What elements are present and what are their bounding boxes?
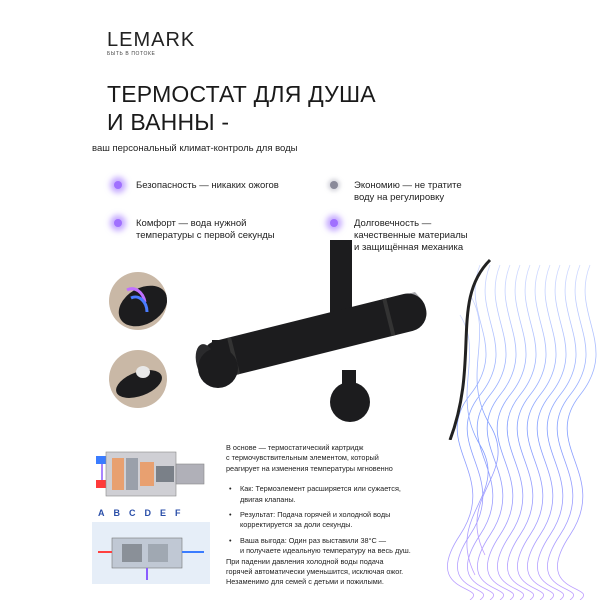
diagram-label-c: C: [129, 508, 136, 518]
feature-bullet-icon: [114, 219, 122, 227]
feature-comfort: Комфорт — вода нужной температуры с первой секунды: [136, 218, 275, 241]
description-block: [226, 443, 476, 588]
thermostat-product-image: [190, 240, 500, 440]
diagram-label-a: A: [98, 508, 105, 518]
diagram-label-d: D: [144, 508, 151, 518]
feature-bullet-icon: [114, 181, 122, 189]
page-title: ТЕРМОСТАТ ДЛЯ ДУША И ВАННЫ -: [107, 81, 376, 135]
cartridge-diagram: [92, 444, 212, 519]
description-bullet-benefit: • Ваша выгода: Один раз выставили 38°C — и получаете идеальную температуру на весь душ.: [226, 536, 476, 557]
description-bullet-how: • Как: Термоэлемент расширяется или сужается, двигая клапаны.: [226, 484, 476, 505]
brand-tagline: БЫТЬ В ПОТОКЕ: [107, 51, 156, 57]
page-subtitle: ваш персональный климат-контроль для воды: [92, 143, 298, 154]
description-intro: В основе — термостатический картридж с термочувствительным элементом, который реагирует на изменения температуры мгновенно: [226, 443, 393, 473]
feature-bullet-icon: [330, 181, 338, 189]
flow-diagram: [92, 522, 210, 584]
diagram-label-e: E: [160, 508, 167, 518]
detail-button-image: [109, 350, 167, 408]
description-bullet-result: • Результат: Подача горячей и холодной воды корректируется за доли секунды.: [226, 510, 476, 531]
diagram-label-b: B: [113, 508, 120, 518]
brand-name: LEMARK: [107, 29, 196, 51]
brand-logo: [107, 30, 207, 57]
feature-safety: Безопасность — никаких ожогов: [136, 180, 279, 191]
detail-handle-image: [109, 272, 167, 330]
feature-bullet-icon: [330, 219, 338, 227]
feature-durability: Долговечность — качественные материалы и защищённая механика: [354, 218, 468, 253]
diagram-label-f: F: [175, 508, 181, 518]
feature-economy: Экономию — не тратите воду на регулировку: [354, 180, 462, 203]
description-outro: При падении давления холодной воды подача горячей автоматически уменьшится, исключая ожог. Незаменимо для семей с детьми и пожилыми.: [226, 556, 404, 587]
